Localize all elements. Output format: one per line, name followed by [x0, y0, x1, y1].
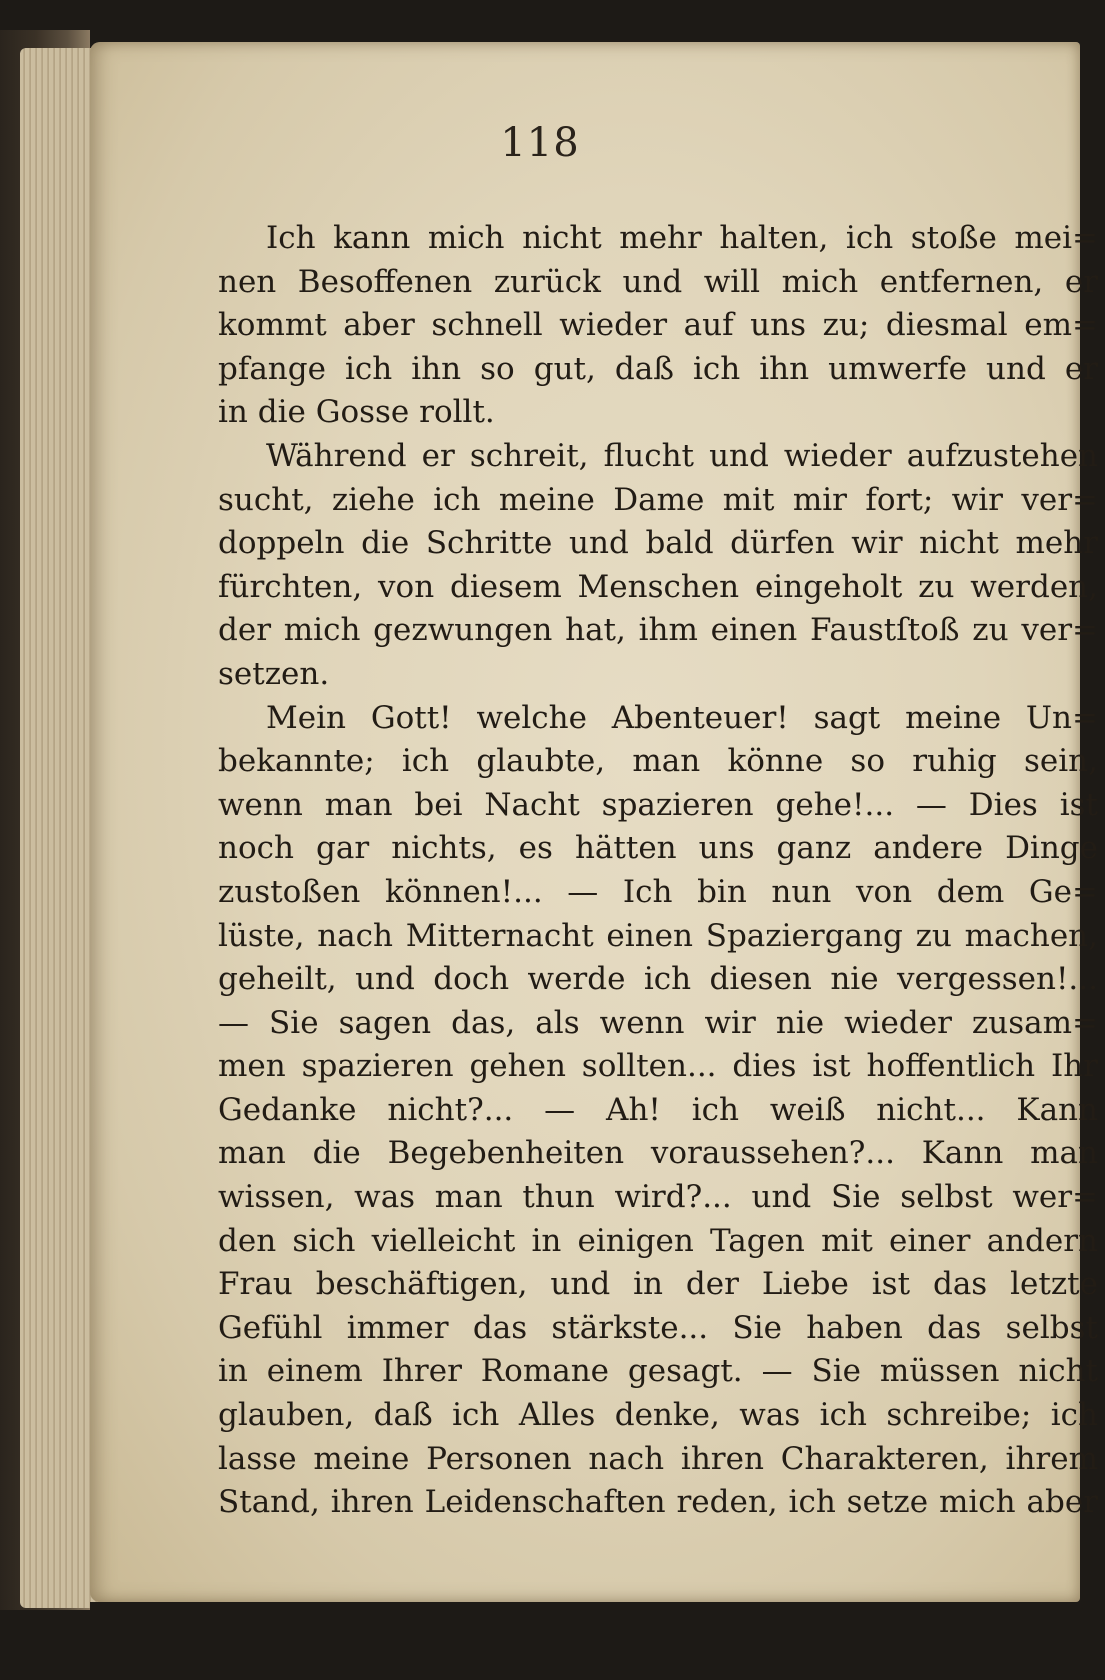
text-line: der mich gezwungen hat, ihm einen Faustſtoß zu ver=	[218, 612, 1098, 649]
text-line: nen Besoffenen zurück und will mich entfernen, er	[218, 263, 1098, 300]
text-line: glauben, daß ich Alles denke, was ich schreibe; ich	[218, 1397, 1098, 1434]
text-line: zustoßen können!... — Ich bin nun von dem Ge=	[218, 873, 1098, 910]
page-stack-edge	[20, 48, 100, 1608]
text-line: Während er schreit, flucht und wieder aufzustehen	[266, 437, 1098, 474]
text-line: Gedanke nicht?... — Ah! ich weiß nicht... Kann	[218, 1091, 1098, 1128]
book-page	[90, 42, 1098, 1602]
text-line: noch gar nichts, es hätten uns ganz andere Dinge	[218, 830, 1098, 867]
text-line: — Sie sagen das, als wenn wir nie wieder zusam=	[218, 1004, 1098, 1041]
text-line: men spazieren gehen sollten... dies ist hoffentlich Ihr	[218, 1048, 1098, 1085]
text-line: Frau beschäftigen, und in der Liebe ist das letzte	[218, 1266, 1098, 1303]
text-line: wenn man bei Nacht spazieren gehe!... — Dies ist	[218, 786, 1098, 823]
text-line: Ich kann mich nicht mehr halten, ich stoße mei=	[266, 220, 1098, 256]
text-line: den sich vielleicht in einigen Tagen mit einer andern	[218, 1222, 1098, 1259]
text-line: pfange ich ihn so gut, daß ich ihn umwerfe und er	[218, 350, 1098, 387]
text-line: sucht, ziehe ich meine Dame mit mir fort; wir ver=	[218, 481, 1098, 518]
bottom-shadow	[90, 1602, 1080, 1680]
text-line: lasse meine Personen nach ihren Charakteren, ihrem	[218, 1440, 1098, 1477]
text-line: Gefühl immer das stärkste... Sie haben das selbst	[218, 1309, 1098, 1346]
text-line: kommt aber schnell wieder auf uns zu; diesmal em=	[218, 307, 1098, 344]
text-line: setzen.	[218, 655, 330, 692]
text-line: in die Gosse rollt.	[218, 394, 495, 431]
text-line: wissen, was man thun wird?... und Sie selbst wer=	[218, 1179, 1098, 1216]
text-line: man die Begebenheiten voraussehen?... Kann man	[218, 1135, 1098, 1172]
page-text	[218, 217, 1098, 1525]
text-line: Stand, ihren Leidenschaften reden, ich setze mich aber	[218, 1484, 1098, 1521]
text-line: Mein Gott! welche Abenteuer! sagt meine Un=	[266, 699, 1098, 736]
text-line: in einem Ihrer Romane gesagt. — Sie müssen nicht	[218, 1353, 1098, 1390]
page-number: 118	[500, 120, 580, 166]
text-line: doppeln die Schritte und bald dürfen wir nicht mehr	[218, 525, 1098, 562]
text-line: bekannte; ich glaubte, man könne so ruhig sein,	[218, 743, 1098, 780]
text-line: geheilt, und doch werde ich diesen nie vergessen!...	[218, 961, 1098, 998]
text-line: lüste, nach Mitternacht einen Spaziergang zu machen,	[218, 917, 1098, 954]
text-line: fürchten, von diesem Menschen eingeholt zu werden,	[218, 568, 1098, 605]
